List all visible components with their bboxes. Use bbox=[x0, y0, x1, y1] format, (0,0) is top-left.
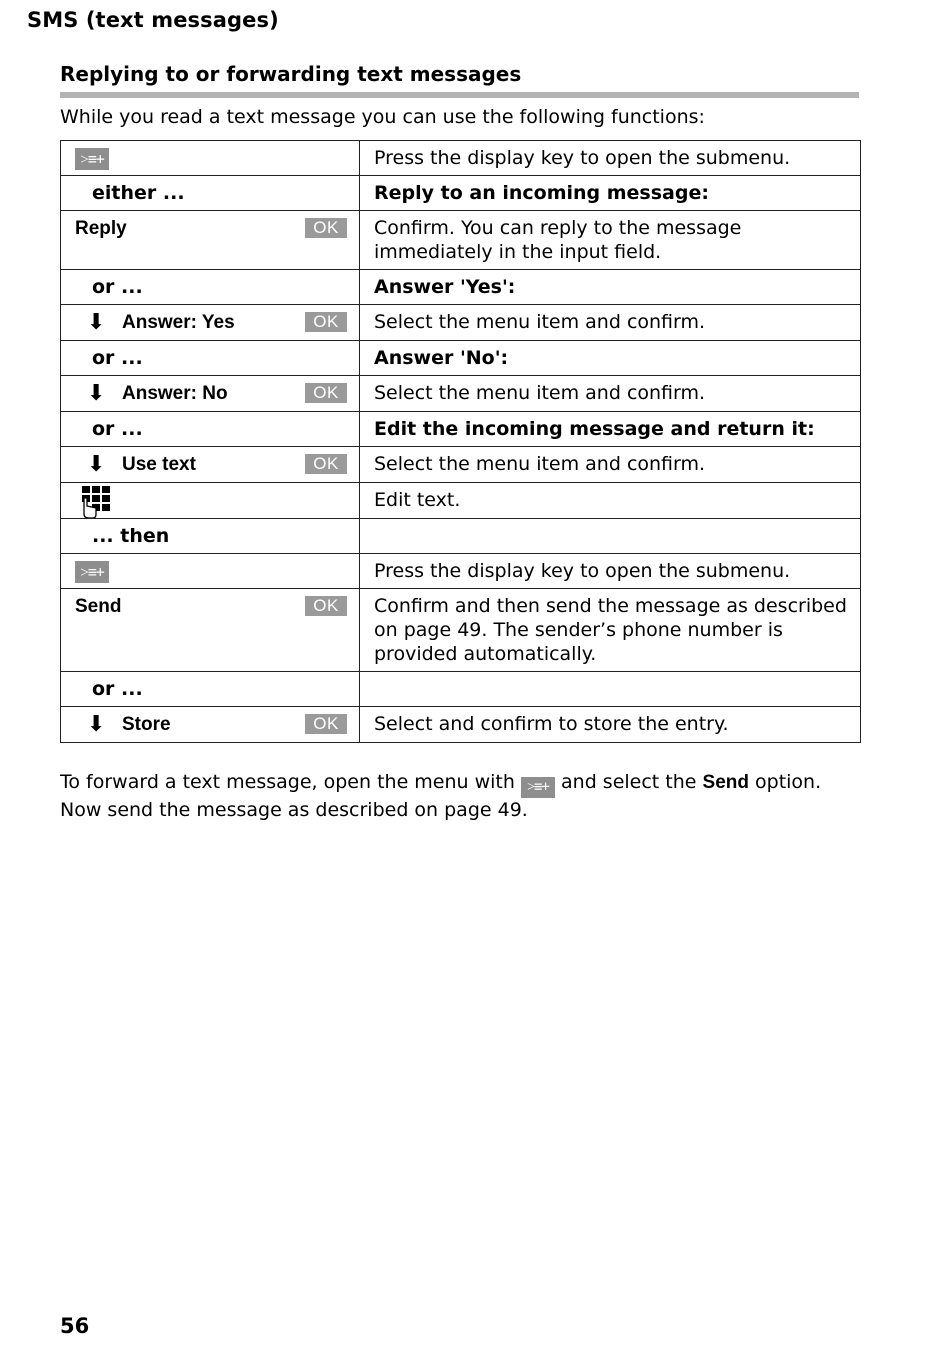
description-cell bbox=[360, 519, 861, 554]
footer-part3: option. Now send the message as described on page 49. bbox=[60, 771, 822, 821]
description-cell bbox=[360, 672, 861, 707]
ok-key-icon: OK bbox=[305, 312, 347, 332]
page-number: 56 bbox=[60, 1314, 90, 1338]
down-arrow-icon: ⬇ bbox=[87, 451, 106, 477]
menu-display-key-icon: ˃≡+ bbox=[521, 777, 555, 798]
description-cell: Reply to an incoming message: bbox=[360, 176, 861, 211]
table-row bbox=[61, 483, 861, 519]
connector-text: or ... bbox=[92, 276, 143, 298]
table-row bbox=[61, 412, 861, 447]
footer-send-option: Send bbox=[702, 772, 749, 793]
menu-item-label: Answer: Yes bbox=[122, 312, 235, 333]
step-cell bbox=[61, 707, 360, 743]
footer-part1: To forward a text message, open the menu with bbox=[60, 771, 521, 793]
step-cell bbox=[61, 211, 360, 270]
connector-text: or ... bbox=[92, 347, 143, 369]
step-cell bbox=[61, 141, 360, 176]
menu-item-label: Reply bbox=[75, 218, 127, 239]
step-cell bbox=[61, 305, 360, 341]
description-cell: Press the display key to open the submenu. bbox=[360, 554, 861, 589]
description-cell: Select and confirm to store the entry. bbox=[360, 707, 861, 743]
page-header: SMS (text messages) bbox=[27, 8, 279, 32]
description-cell: Press the display key to open the submenu. bbox=[360, 141, 861, 176]
step-cell bbox=[61, 483, 360, 519]
ok-key-icon: OK bbox=[305, 218, 347, 238]
description-cell: Select the menu item and confirm. bbox=[360, 447, 861, 483]
table-row bbox=[61, 519, 861, 554]
step-cell bbox=[61, 519, 360, 554]
step-cell bbox=[61, 376, 360, 412]
ok-key-icon: OK bbox=[305, 454, 347, 474]
table-row bbox=[61, 141, 861, 176]
ok-key-icon: OK bbox=[305, 383, 347, 403]
table-row bbox=[61, 447, 861, 483]
title-rule bbox=[60, 92, 859, 98]
description-cell: Edit the incoming message and return it: bbox=[360, 412, 861, 447]
footer-part2: and select the bbox=[554, 771, 703, 793]
description-cell: Answer 'No': bbox=[360, 341, 861, 376]
table-row bbox=[61, 672, 861, 707]
menu-display-key-icon: ˃≡+ bbox=[75, 148, 109, 170]
menu-item-label: Send bbox=[75, 596, 122, 617]
menu-item-label: Store bbox=[122, 714, 171, 735]
description-cell: Confirm. You can reply to the message immediately in the input field. bbox=[360, 211, 861, 270]
ok-key-icon: OK bbox=[305, 714, 347, 734]
step-cell bbox=[61, 447, 360, 483]
menu-item-label: Answer: No bbox=[122, 383, 228, 404]
table-row bbox=[61, 305, 861, 341]
description-cell: Select the menu item and confirm. bbox=[360, 305, 861, 341]
step-cell bbox=[61, 589, 360, 672]
table-row bbox=[61, 270, 861, 305]
keypad-icon bbox=[79, 484, 113, 518]
footer-text bbox=[60, 770, 860, 823]
step-cell bbox=[61, 341, 360, 376]
step-cell bbox=[61, 270, 360, 305]
description-cell: Select the menu item and confirm. bbox=[360, 376, 861, 412]
table-row bbox=[61, 211, 861, 270]
description-cell: Edit text. bbox=[360, 483, 861, 519]
step-cell bbox=[61, 412, 360, 447]
description-cell: Answer 'Yes': bbox=[360, 270, 861, 305]
intro-text: While you read a text message you can use the following functions: bbox=[60, 106, 705, 128]
table-row bbox=[61, 376, 861, 412]
step-cell bbox=[61, 672, 360, 707]
connector-text: or ... bbox=[92, 418, 143, 440]
step-cell bbox=[61, 176, 360, 211]
table-row bbox=[61, 554, 861, 589]
section-title: Replying to or forwarding text messages bbox=[60, 62, 522, 86]
step-cell bbox=[61, 554, 360, 589]
menu-display-key-icon: ˃≡+ bbox=[75, 561, 109, 583]
ok-key-icon: OK bbox=[305, 596, 347, 616]
description-cell: Confirm and then send the message as described on page 49. The sender’s phone number is provided automatically. bbox=[360, 589, 861, 672]
down-arrow-icon: ⬇ bbox=[87, 309, 106, 335]
table-row bbox=[61, 589, 861, 672]
steps-table bbox=[60, 140, 861, 743]
down-arrow-icon: ⬇ bbox=[87, 380, 106, 406]
down-arrow-icon: ⬇ bbox=[87, 711, 106, 737]
table-row bbox=[61, 707, 861, 743]
table-row bbox=[61, 341, 861, 376]
connector-text: or ... bbox=[92, 678, 143, 700]
connector-text: either ... bbox=[92, 182, 185, 204]
connector-text: ... then bbox=[92, 525, 170, 547]
menu-item-label: Use text bbox=[122, 454, 196, 475]
table-row bbox=[61, 176, 861, 211]
